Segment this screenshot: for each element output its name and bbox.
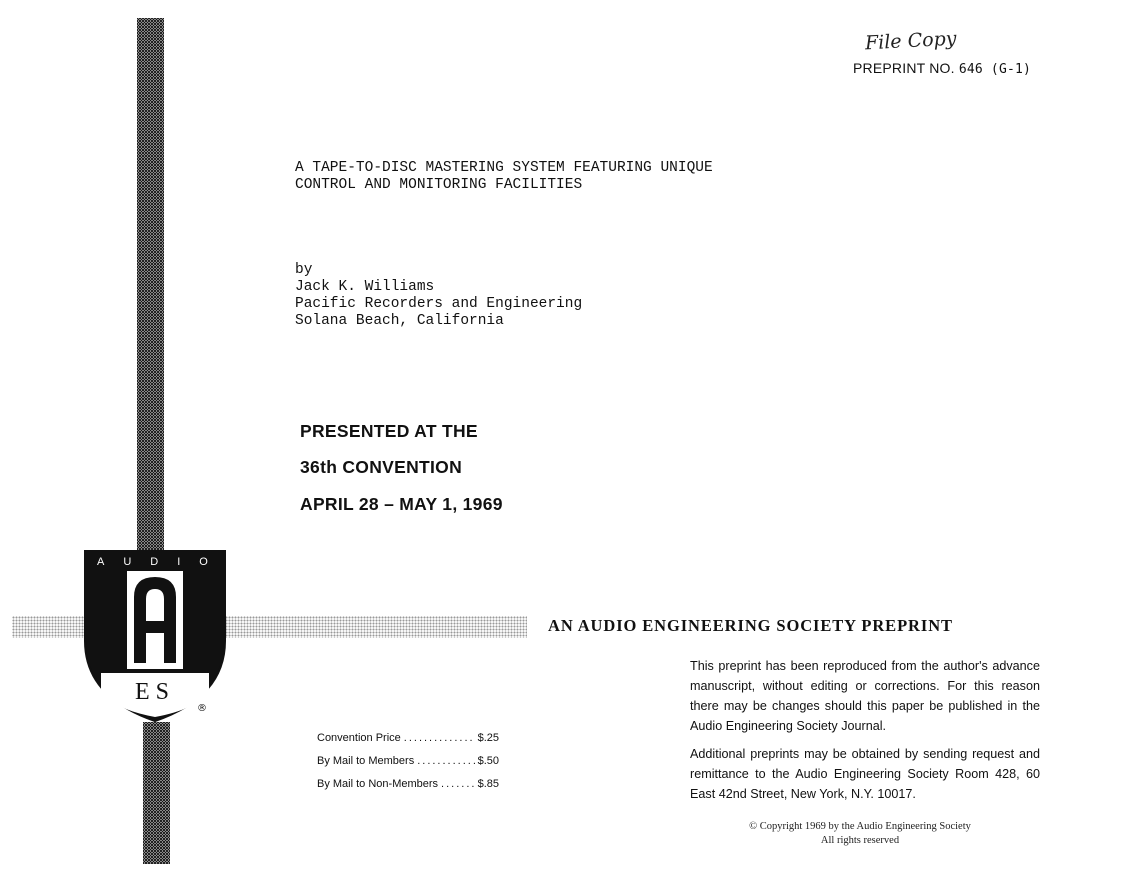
paper-title-line-2: CONTROL AND MONITORING FACILITIES [295, 177, 583, 193]
reproduction-notice: This preprint has been reproduced from the author's advance manuscript, without editing or corrections. For this reason there may be changes should this paper be published in the Audio Engineering Society Journal. [690, 659, 1040, 733]
copyright-notice [720, 820, 1000, 848]
price-value: $.25 [477, 732, 499, 744]
price-label: By Mail to Members [317, 755, 415, 767]
byline-by: by [295, 262, 313, 278]
author-location: Solana Beach, California [295, 313, 504, 329]
paper-title-line-1: A TAPE-TO-DISC MASTERING SYSTEM FEATURING UNIQUE [295, 160, 713, 176]
preprint-number [853, 60, 1031, 77]
logo-audio-text: AUDIO [97, 556, 227, 568]
price-list [317, 727, 499, 796]
logo-es-text: ES [134, 679, 176, 705]
handwritten-file-copy-note: File Copy [864, 27, 958, 55]
dotted-vertical-bar-bottom [143, 722, 170, 864]
price-label: Convention Price [317, 732, 401, 744]
rights-reserved-line: All rights reserved [820, 835, 900, 846]
dotted-stripe-left [12, 616, 87, 638]
copyright-line: © Copyright 1969 by the Audio Engineering Society [749, 821, 971, 832]
price-row-members [317, 750, 499, 773]
price-label: By Mail to Non-Members [317, 778, 439, 790]
dotted-vertical-bar-top [137, 18, 164, 550]
dotted-stripe-middle [222, 616, 527, 638]
paper-title [295, 160, 713, 194]
price-row-non-members [317, 773, 499, 796]
byline [295, 262, 582, 330]
preprint-number-label: PREPRINT NO. [853, 60, 955, 76]
price-value: $.85 [477, 778, 499, 790]
society-preprint-heading: AN AUDIO ENGINEERING SOCIETY PREPRINT [548, 616, 953, 635]
ordering-notice: Additional preprints may be obtained by sending request and remittance to the Audio Engineering Society Room 428, 60 East 42nd Street, New York, N.Y. 10017. [690, 747, 1040, 801]
price-row-convention [317, 727, 499, 750]
convention-dates: APRIL 28 – MAY 1, 1969 [300, 494, 503, 514]
presented-at-line: PRESENTED AT THE [300, 421, 478, 441]
registered-mark: ® [197, 703, 207, 714]
author-affiliation: Pacific Recorders and Engineering [295, 296, 583, 312]
aes-shield-logo [83, 549, 227, 725]
preprint-number-value: 646 (G-1) [958, 62, 1032, 77]
author-name: Jack K. Williams [295, 279, 435, 295]
convention-line: 36th CONVENTION [300, 457, 463, 477]
price-value: $.50 [477, 755, 499, 767]
